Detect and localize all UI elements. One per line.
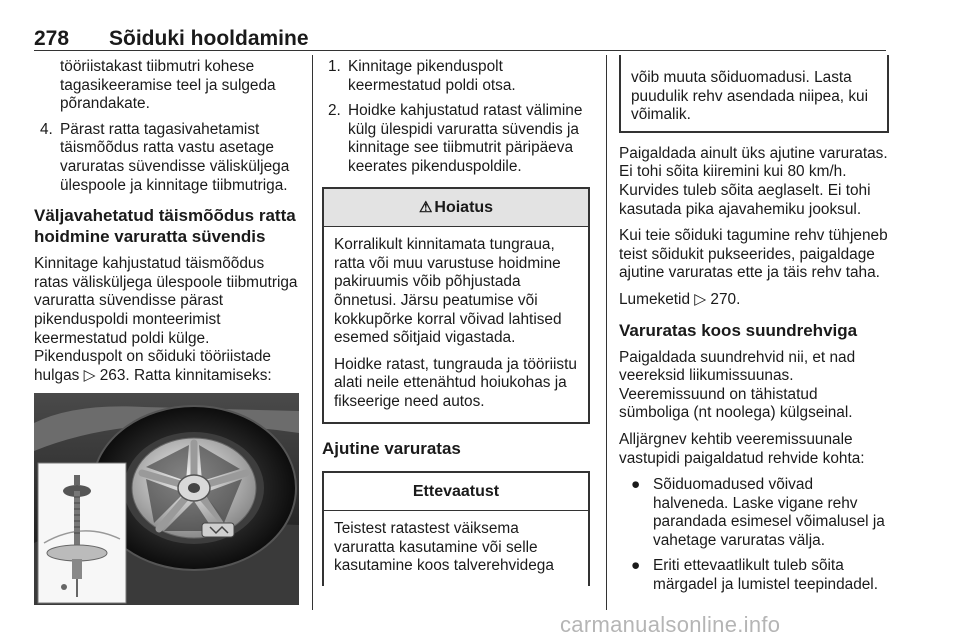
list-text: Pärast ratta tagasivahetamist täismõõdus ratta vastu asetage varuratas süvendisse välisküljega ülespoole ja kinnitage tiibmutriga. [60,120,290,194]
bullet-dot-icon: ● [631,476,641,494]
caution-box [322,471,590,586]
column-divider-1 [312,55,313,610]
page-title: Sõiduki hooldamine [109,27,309,50]
section-heading: Varuratas koos suundrehviga [619,320,858,340]
list-text: Kinnitage pikenduspolt keermestatud poldi otsa. [348,58,516,94]
list-item-3-continuation: tööriistakast tiibmutri kohese tagasikeeramise teel ja sulgeda põrandakate. [60,58,276,113]
bullet-text: Eriti ettevaatlikult tuleb sõita märgadel ja lumistel teepindadel. [653,557,879,594]
list-item-4 [34,121,299,195]
warning-triangle-icon: ⚠ [418,198,433,216]
bullet-text: Sõiduomadused võivad halveneda. Laske vigane rehv parandada esimesel võimalusel ja vahetage varuratas välja. [653,476,885,549]
paragraph: Alljärgnev kehtib veeremissuunale vastupidi paigaldatud rehvide kohta: [619,430,865,467]
paragraph: Kinnitage kahjustatud täismõõdus ratas välisküljega ülespoole tiibmutriga varuratta süvendisse pärast pikenduspoldi monteerimist keermestatud poldi külge. [34,255,298,347]
list-text: Hoidke kahjustatud ratast välimine külg ülespidi varuratta süvendis ja kinnitage see tiibmutrit päripäeva keerates pikenduspoldile. [348,102,583,175]
spare-wheel-drawing [34,393,299,605]
warning-title: Hoiatus [434,198,494,216]
caution-paragraph: Teistest ratastest väiksema varuratta kasutamine või selle kasutamine koos talverehvidega [334,520,554,575]
warning-paragraph: Hoidke ratast, tungrauda ja tööriistu alati neile ettenähtud hoiukohas ja fikseerige need autos. [334,355,577,410]
caution-box-continuation: võib muuta sõiduomadusi. Lasta puudulik rehv asendada niipea, kui võimalik. [619,55,889,133]
watermark: carmanualsonline.info [560,612,781,637]
section-heading: Väljavahetatud täismõõdus ratta hoidmine varuratta süvendis [34,206,296,247]
list-item-1 [322,58,590,95]
paragraph: Pikenduspolt on sõiduki tööriistade hulgas ▷ 263. Ratta kinnitamiseks: [34,348,272,384]
bullet-item [619,557,889,594]
paragraph: Kui teie sõiduki tagumine rehv tühjeneb teist sõidukit pukseerides, paigaldage ajutine varuratas ette ja täis rehv taha. [619,227,888,282]
column-3 [619,55,889,602]
list-item-2 [322,102,590,176]
page-number: 278 [34,27,70,50]
paragraph: Lumeketid ▷ 270. [619,290,741,308]
warning-header [324,189,588,228]
caution-header: Ettevaatust [324,473,588,512]
page-header [34,27,886,49]
column-1 [34,58,299,605]
paragraph: Paigaldada suundrehvid nii, et nad veereksid liikumissuunas. Veeremissuund on tähistatud sümboliga (nt noolega) külgseinal. [619,348,856,422]
bullet-item [619,476,889,550]
spare-wheel-illustration [34,393,299,605]
warning-body [324,227,588,421]
column-2 [322,58,590,594]
bullet-dot-icon: ● [631,557,641,575]
section-heading: Ajutine varuratas [322,438,461,458]
list-number: 1. [328,58,341,75]
paragraph: Paigaldada ainult üks ajutine varuratas. Ei tohi sõita kiiremini kui 80 km/h. Kurvides tuleb sõita aeglaselt. Ei tohi kasutada pika ajavahemiku jooksul. [619,144,888,218]
list-number: 2. [328,102,341,120]
warning-paragraph: Korralikult kinnitamata tungraua, ratta või muu varustuse hoidmine pakiruumis võib põhjustada õnnetusi. Järsu peatumise või kokkupõrke korral võivad lahtised esemed sõitjaid vigastada. [334,236,562,347]
header-divider [34,50,886,51]
column-divider-2 [606,55,607,610]
warning-box [322,187,590,424]
caution-body [324,511,588,586]
list-number: 4. [40,120,53,138]
